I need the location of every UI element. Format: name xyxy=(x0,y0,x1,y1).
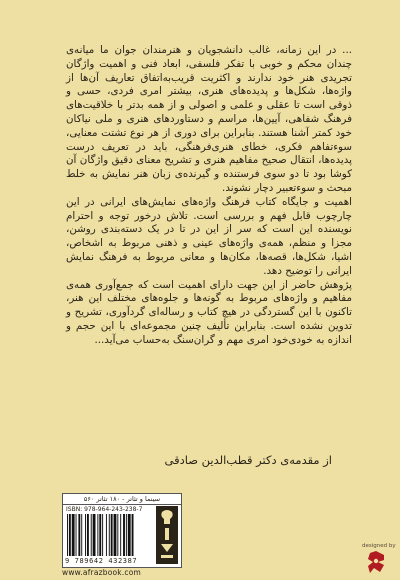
category-label: سینما و تئاتر - ۱۸۰ تئاتر ۵۶۰ xyxy=(63,494,181,505)
body-text xyxy=(66,44,352,348)
source-attribution: از مقدمه‌ی دکتر قطب‌الدین صادقی xyxy=(164,453,332,467)
paragraph-research: پژوهش حاضر از این جهت دارای اهمیت است که جمع‌آوری همه‌ی مفاهیم و واژه‌های مربوط به گونه‌ها و جلوه‌های مختلف این هنر، تاکنون با این گستردگی در هیچ کتاب و رساله‌ای گردآوری، تشریح و تدوین نشده است. بنابراین تألیف چنین مجموعه‌ای با این حجم و اندازه به خودی‌خود امری مهم و گران‌سنگ به‌حساب می‌آید... xyxy=(66,278,352,346)
designer-label: designed by xyxy=(362,543,396,549)
designer-mark-icon xyxy=(366,550,386,574)
publisher-website: www.afrazbook.com xyxy=(62,568,142,577)
barcode-bars xyxy=(67,514,153,556)
designer-credit xyxy=(362,543,396,574)
isbn-label: ISBN: 978-964-243-238-7 xyxy=(66,506,143,513)
barcode-number: 9 789642 432387 xyxy=(65,557,138,565)
afraz-logo-icon xyxy=(156,506,178,564)
barcode-panel xyxy=(62,493,182,568)
paragraph-book: اهمیت و جایگاه کتاب فرهنگ واژه‌های نمایش‌های ایرانی در این چارچوب قابل فهم و بررسی است. تلاش درخور توجه و احترام نویسنده این است که سر از این در تا در یک دسته‌بندی روشن، مجزا و منظم، همه‌ی واژه‌های عینی و ذهنی مربوط به اشخاص، اشیا، شکل‌ها، قصه‌ها، مکان‌ها و معانی مربوط به فرهنگ نمایش ایرانی را توضیح دهد. xyxy=(66,195,352,277)
paragraph-intro: ... در این زمانه، غالب دانشجویان و هنرمندان جوان ما میانه‌ی چندان محکم و خوبی با تفکر فلسفی، ابعاد فنی و اهمیت واژگان تجریدی هنر خود ندارند و اکثریت قریب‌به‌اتفاق تعاریف آن‌ها از واژه‌ها، شکل‌ها و پدیده‌های هنری، بیشتر امری فردی، حسی و ذوقی است تا عقلی و علمی و اصولی و از همه بدتر با خلاقیت‌های فرهنگ شفاهی، آیین‌ها، مراسم و دستاوردهای هنری و ملی نیاکان خود کمتر آشنا هستند. بنابراین برای دوری از هر نوع تشتت معنایی، سوءتفاهم فکری، خطای هنری‌فرهنگی، باید در تعریف درست پدیده‌ها، انتقال صحیح مفاهیم هنری و تشریح معنای دقیق واژگان آن کوشا بود تا دو سوی فرستنده و گیرنده‌ی زبان هنر نمایش به خلط مبحث و سوءتعبیر دچار نشوند. xyxy=(66,44,352,194)
